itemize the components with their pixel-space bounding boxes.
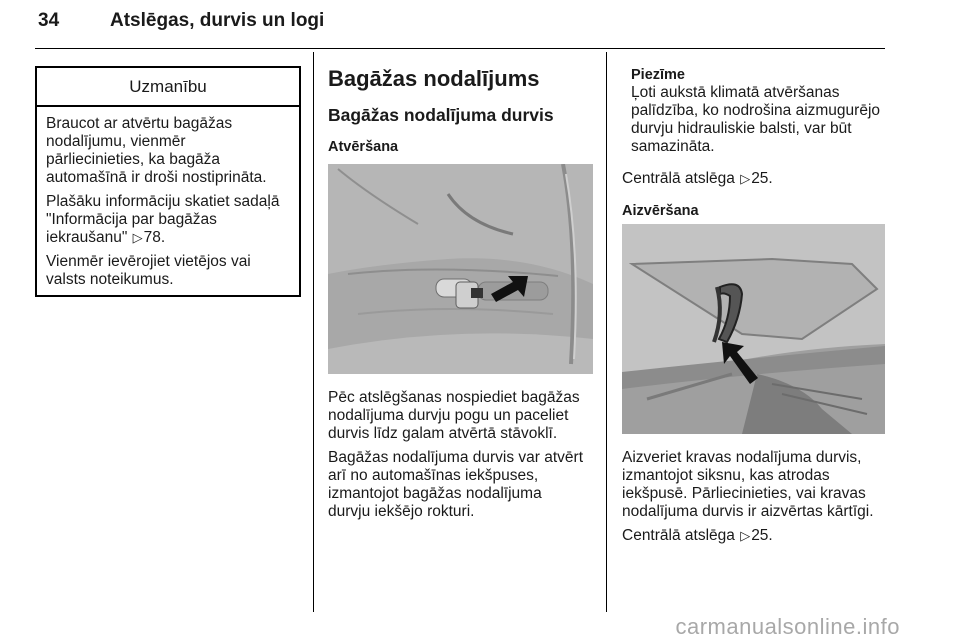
column-closing <box>622 66 890 220</box>
page-header <box>38 10 324 32</box>
header-rule <box>35 48 885 49</box>
caution-box <box>35 66 301 297</box>
cross-reference-icon[interactable]: ▷ <box>132 230 143 245</box>
column-divider <box>606 52 607 612</box>
column-trunk <box>328 66 598 156</box>
caution-paragraph: Braucot ar atvērtu bagāžas nodalījumu, vienmēr pārliecinieties, ka bagāža automašīnā ir droši nostiprināta. <box>46 115 267 186</box>
opening-paragraph: Pēc atslēgšanas nospiediet bagāžas nodalījuma durvju pogu un paceliet durvis līdz galam atvērtā stāvoklī. <box>328 389 580 442</box>
page-reference[interactable]: 25. <box>751 527 773 544</box>
note-title: Piezīme <box>631 67 685 83</box>
closing-paragraph: Aizveriet kravas nodalījuma durvis, izmantojot siksnu, kas atrodas iekšpusē. Pārliecinieties, vai kravas nodalījuma durvis ir aizvērtas kārtīgi. <box>622 449 874 520</box>
note-text: Ļoti aukstā klimatā atvēršanas palīdzība, ko nodrošina aizmugurējo durvju hidrauliskie balsti, var būt samazināta. <box>631 84 881 155</box>
inside-opening-paragraph: Bagāžas nodalījuma durvis var atvērt arī no automašīnas iekšpuses, izmantojot bagāžas nodalījuma durvju iekšējo rokturi. <box>328 449 584 520</box>
page-number: 34 <box>38 10 60 31</box>
column-divider <box>313 52 314 612</box>
watermark: carmanualsonline.info <box>675 614 900 639</box>
cross-reference-icon[interactable]: ▷ <box>740 171 751 186</box>
tailgate-button-illustration <box>328 164 593 374</box>
subsection-heading: Bagāžas nodalījuma durvis <box>328 105 554 125</box>
tailgate-strap-illustration <box>622 224 885 434</box>
column-trunk-text <box>328 389 598 527</box>
column-closing-text <box>622 449 890 551</box>
closing-heading: Aizvēršana <box>622 203 699 219</box>
central-lock-reference: Centrālā atslēga ▷25. <box>622 170 773 187</box>
page-title: Atslēgas, durvis un logi <box>110 10 325 31</box>
central-lock-reference: Centrālā atslēga ▷25. <box>622 527 773 544</box>
opening-heading: Atvēršana <box>328 139 399 155</box>
page-reference[interactable]: 78. <box>143 229 166 246</box>
page-reference[interactable]: 25. <box>751 170 773 187</box>
note-block <box>622 66 890 156</box>
caution-paragraph: Vienmēr ievērojiet vietējos vai valsts noteikumus. <box>46 253 251 288</box>
caution-title: Uzmanību <box>37 68 299 107</box>
caution-paragraph: Plašāku informāciju skatiet sadaļā "Informācija par bagāžas iekraušanu" ▷78. <box>46 193 280 246</box>
section-heading: Bagāžas nodalījums <box>328 66 540 91</box>
cross-reference-icon[interactable]: ▷ <box>740 528 751 543</box>
